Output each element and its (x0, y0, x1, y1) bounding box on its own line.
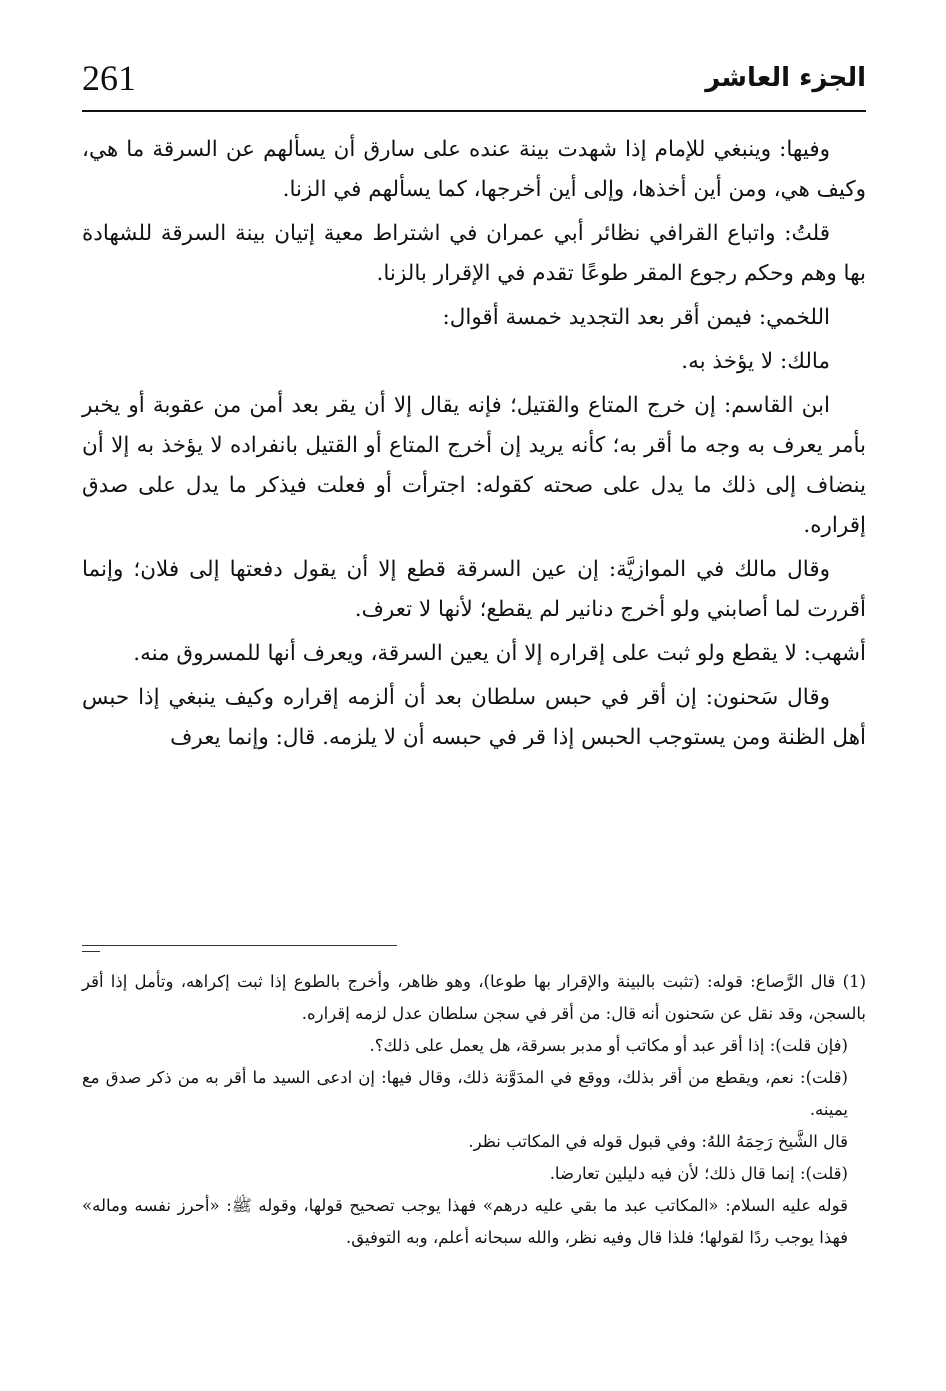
footnote-line: (فإن قلت): إذا أقر عبد أو مكاتب أو مدبر بسرقة، هل يعمل على ذلك؟. (369, 1036, 848, 1055)
paragraph: مالك: لا يؤخذ به. (681, 349, 830, 374)
main-text (82, 130, 866, 762)
paragraph: وقال سَحنون: إن أقر في حبس سلطان بعد أن ألزمه إقراره وكيف ينبغي إذا حبس أهل الظنة ومن يستوجب الحبس إذا قر في حبسه أن لا يلزمه. قال: وإنما يعرف (82, 685, 866, 750)
paragraph: اللخمي: فيمن أقر بعد التجديد خمسة أقوال: (442, 305, 830, 330)
running-title: الجزء العاشر (705, 63, 866, 93)
footnote-separator (82, 945, 397, 946)
page-number: 261 (82, 58, 136, 98)
paragraph: ابن القاسم: إن خرج المتاع والقتيل؛ فإنه يقال إلا أن يقر بعد أمن من عقوبة أو يخبر بأمر يعرف به وجه ما أقر به؛ كأنه يريد إن أخرج المتاع أو القتيل بانفراده لا يؤخذ به إلا أن ينضاف إلى ذلك ما يدل على صحته كقوله: اجترأت أو فعلت فيذكر ما يدل على صدق إقراره. (82, 393, 866, 538)
footnote-line: (1) قال الرَّصاع: قوله: (تثبت بالبينة والإقرار بها طوعا)، وهو ظاهر، وأخرج بالطوع إذا ثبت إكراهه، وتأمل إذا أقر بالسجن، وقد نقل عن سَحنون أنه قال: من أقر في سجن سلطان عدل لزمه إقراره. (82, 972, 866, 1023)
paragraph: أشهب: لا يقطع ولو ثبت على إقراره إلا أن يعين السرقة، ويعرف أنها للمسروق منه. (133, 641, 866, 666)
footnotes (82, 966, 866, 1254)
footnote-line: قوله عليه السلام: «المكاتب عبد ما بقي عليه درهم» فهذا يوجب تصحيح قولها، وقوله ﷺ: «أحرز نفسه وماله» فهذا يوجب ردًا لقولها؛ فلذا قال وفيه نظر، والله سبحانه أعلم، وبه التوفيق. (82, 1196, 848, 1247)
footnote-line: قال الشَّيخ رَحِمَهُ اللهُ: وفي قبول قوله في المكاتب نظر. (468, 1132, 848, 1151)
page-header (82, 54, 866, 112)
paragraph: قلتُ: واتباع القرافي نظائر أبي عمران في اشتراط معية إتيان بينة السرقة للشهادة بها وهم وحكم رجوع المقر طوعًا تقدم في الإقرار بالزنا. (82, 221, 866, 286)
footnote-line: (قلت): نعم، ويقطع من أقر بذلك، ووقع في المدَوَّنة ذلك، وقال فيها: إن ادعى السيد ما أقر به من ذكر صدق مع يمينه. (82, 1068, 848, 1119)
footnote-line: (قلت): إنما قال ذلك؛ لأن فيه دليلين تعارضا. (549, 1164, 848, 1183)
paragraph: وقال مالك في الموازيَّة: إن عين السرقة قطع إلا أن يقول دفعتها إلى فلان؛ وإنما أقررت لما أصابني ولو أخرج دنانير لم يقطع؛ لأنها لا تعرف. (82, 557, 866, 622)
paragraph: وفيها: وينبغي للإمام إذا شهدت بينة عنده على سارق أن يسألهم عن السرقة ما هي، وكيف هي، ومن أين أخذها، وإلى أين أخرجها، كما يسألهم في الزنا. (82, 137, 866, 202)
